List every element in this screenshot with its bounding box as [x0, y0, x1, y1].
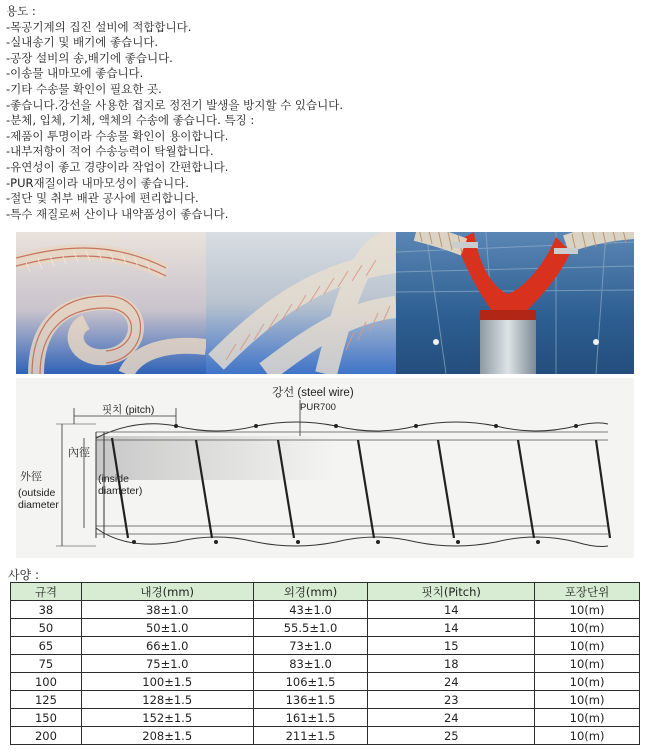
cell-pitch: 24	[368, 673, 535, 691]
cell-packing-unit: 10(m)	[535, 691, 640, 709]
cell-packing-unit: 10(m)	[535, 673, 640, 691]
cell-packing-unit: 10(m)	[535, 619, 640, 637]
cell-outer-diameter: 73±1.0	[253, 637, 368, 655]
cell-outer-diameter: 106±1.5	[253, 673, 368, 691]
cell-outer-diameter: 136±1.5	[253, 691, 368, 709]
table-row	[11, 691, 640, 709]
feature-line: -내부저항이 적어 수송능력이 탁월합니다.	[6, 144, 214, 159]
table-row	[11, 619, 640, 637]
cell-inner-diameter: 208±1.5	[81, 727, 253, 745]
table-row	[11, 673, 640, 691]
photo-duct-installation	[396, 232, 634, 374]
cell-inner-diameter: 38±1.0	[81, 601, 253, 619]
feature-line: -유연성이 좋고 경량이라 작업이 간편합니다.	[6, 159, 229, 174]
feature-line: -PUR재질이라 내마모성이 좋습니다.	[6, 175, 189, 190]
cell-pitch: 14	[368, 619, 535, 637]
cell-size: 65	[11, 637, 82, 655]
table-row	[11, 637, 640, 655]
cell-outer-diameter: 43±1.0	[253, 601, 368, 619]
cell-size: 50	[11, 619, 82, 637]
cell-packing-unit: 10(m)	[535, 601, 640, 619]
cell-packing-unit: 10(m)	[535, 709, 640, 727]
cell-size: 75	[11, 655, 82, 673]
cell-size: 100	[11, 673, 82, 691]
cell-size: 125	[11, 691, 82, 709]
table-row	[11, 709, 640, 727]
cell-inner-diameter: 152±1.5	[81, 709, 253, 727]
usage-line: -이송물 내마모에 좋습니다.	[6, 66, 144, 81]
feature-line: -절단 및 취부 배관 공사에 편리합니다.	[6, 191, 199, 206]
usage-line: -분체, 입체, 기체, 액체의 수송에 좋습니다. 특징 :	[6, 113, 255, 128]
col-inner-diameter: 내경(mm)	[81, 583, 253, 601]
cell-outer-diameter: 55.5±1.0	[253, 619, 368, 637]
cell-outer-diameter: 83±1.0	[253, 655, 368, 673]
product-photos	[16, 232, 634, 374]
photo-hose-coil	[16, 232, 206, 374]
table-row	[11, 727, 640, 745]
cell-pitch: 15	[368, 637, 535, 655]
col-pitch: 핏치(Pitch)	[368, 583, 535, 601]
col-size: 규격	[11, 583, 82, 601]
usage-line: -목공기계의 집진 설비에 적합합니다.	[6, 19, 192, 34]
cell-size: 150	[11, 709, 82, 727]
material-label: PUR700	[300, 402, 336, 413]
pitch-label: 핏치 (pitch)	[102, 404, 155, 416]
table-header-row	[11, 583, 640, 601]
inside-label-2: diameter)	[98, 485, 143, 497]
usage-line: -기타 수송물 확인이 필요한 곳.	[6, 81, 162, 96]
steel-wire-label: 강선 (steel wire)	[272, 387, 354, 399]
cell-inner-diameter: 75±1.0	[81, 655, 253, 673]
cell-pitch: 18	[368, 655, 535, 673]
table-row	[11, 655, 640, 673]
usage-line: -실내송기 및 배기에 좋습니다.	[6, 35, 159, 50]
col-outer-diameter: 외경(mm)	[253, 583, 368, 601]
outside-label-2: diameter	[18, 499, 59, 511]
cell-pitch: 25	[368, 727, 535, 745]
cell-packing-unit: 10(m)	[535, 727, 640, 745]
table-row	[11, 601, 640, 619]
hose-cross-section-diagram	[16, 378, 634, 558]
usage-line: -공장 설비의 송,배기에 좋습니다.	[6, 50, 173, 65]
cell-pitch: 23	[368, 691, 535, 709]
cell-inner-diameter: 128±1.5	[81, 691, 253, 709]
cell-outer-diameter: 211±1.5	[253, 727, 368, 745]
photo-hose-straight	[206, 232, 396, 374]
spec-heading: 사양 :	[8, 568, 40, 582]
usage-section	[6, 4, 646, 222]
cell-inner-diameter: 66±1.0	[81, 637, 253, 655]
feature-line: -제품이 투명이라 수송물 확인이 용이합니다.	[6, 128, 229, 143]
inner-kr-label: 內徑	[68, 447, 90, 459]
usage-line: -좋습니다.강선을 사용한 접지로 정전기 발생을 방지할 수 있습니다.	[6, 97, 343, 112]
inside-label-1: (inside	[98, 473, 129, 485]
cell-outer-diameter: 161±1.5	[253, 709, 368, 727]
outer-kr-label: 外徑	[20, 471, 42, 483]
spec-table	[10, 582, 640, 745]
cell-inner-diameter: 50±1.0	[81, 619, 253, 637]
col-packing-unit: 포장단위	[535, 583, 640, 601]
cell-inner-diameter: 100±1.5	[81, 673, 253, 691]
cell-pitch: 24	[368, 709, 535, 727]
cell-packing-unit: 10(m)	[535, 655, 640, 673]
feature-line: -특수 재질로써 산이나 내약품성이 좋습니다.	[6, 206, 229, 221]
cell-pitch: 14	[368, 601, 535, 619]
usage-heading: 용도 :	[6, 4, 36, 18]
cell-size: 38	[11, 601, 82, 619]
outside-label-1: (outside	[18, 487, 56, 499]
cell-size: 200	[11, 727, 82, 745]
cell-packing-unit: 10(m)	[535, 637, 640, 655]
